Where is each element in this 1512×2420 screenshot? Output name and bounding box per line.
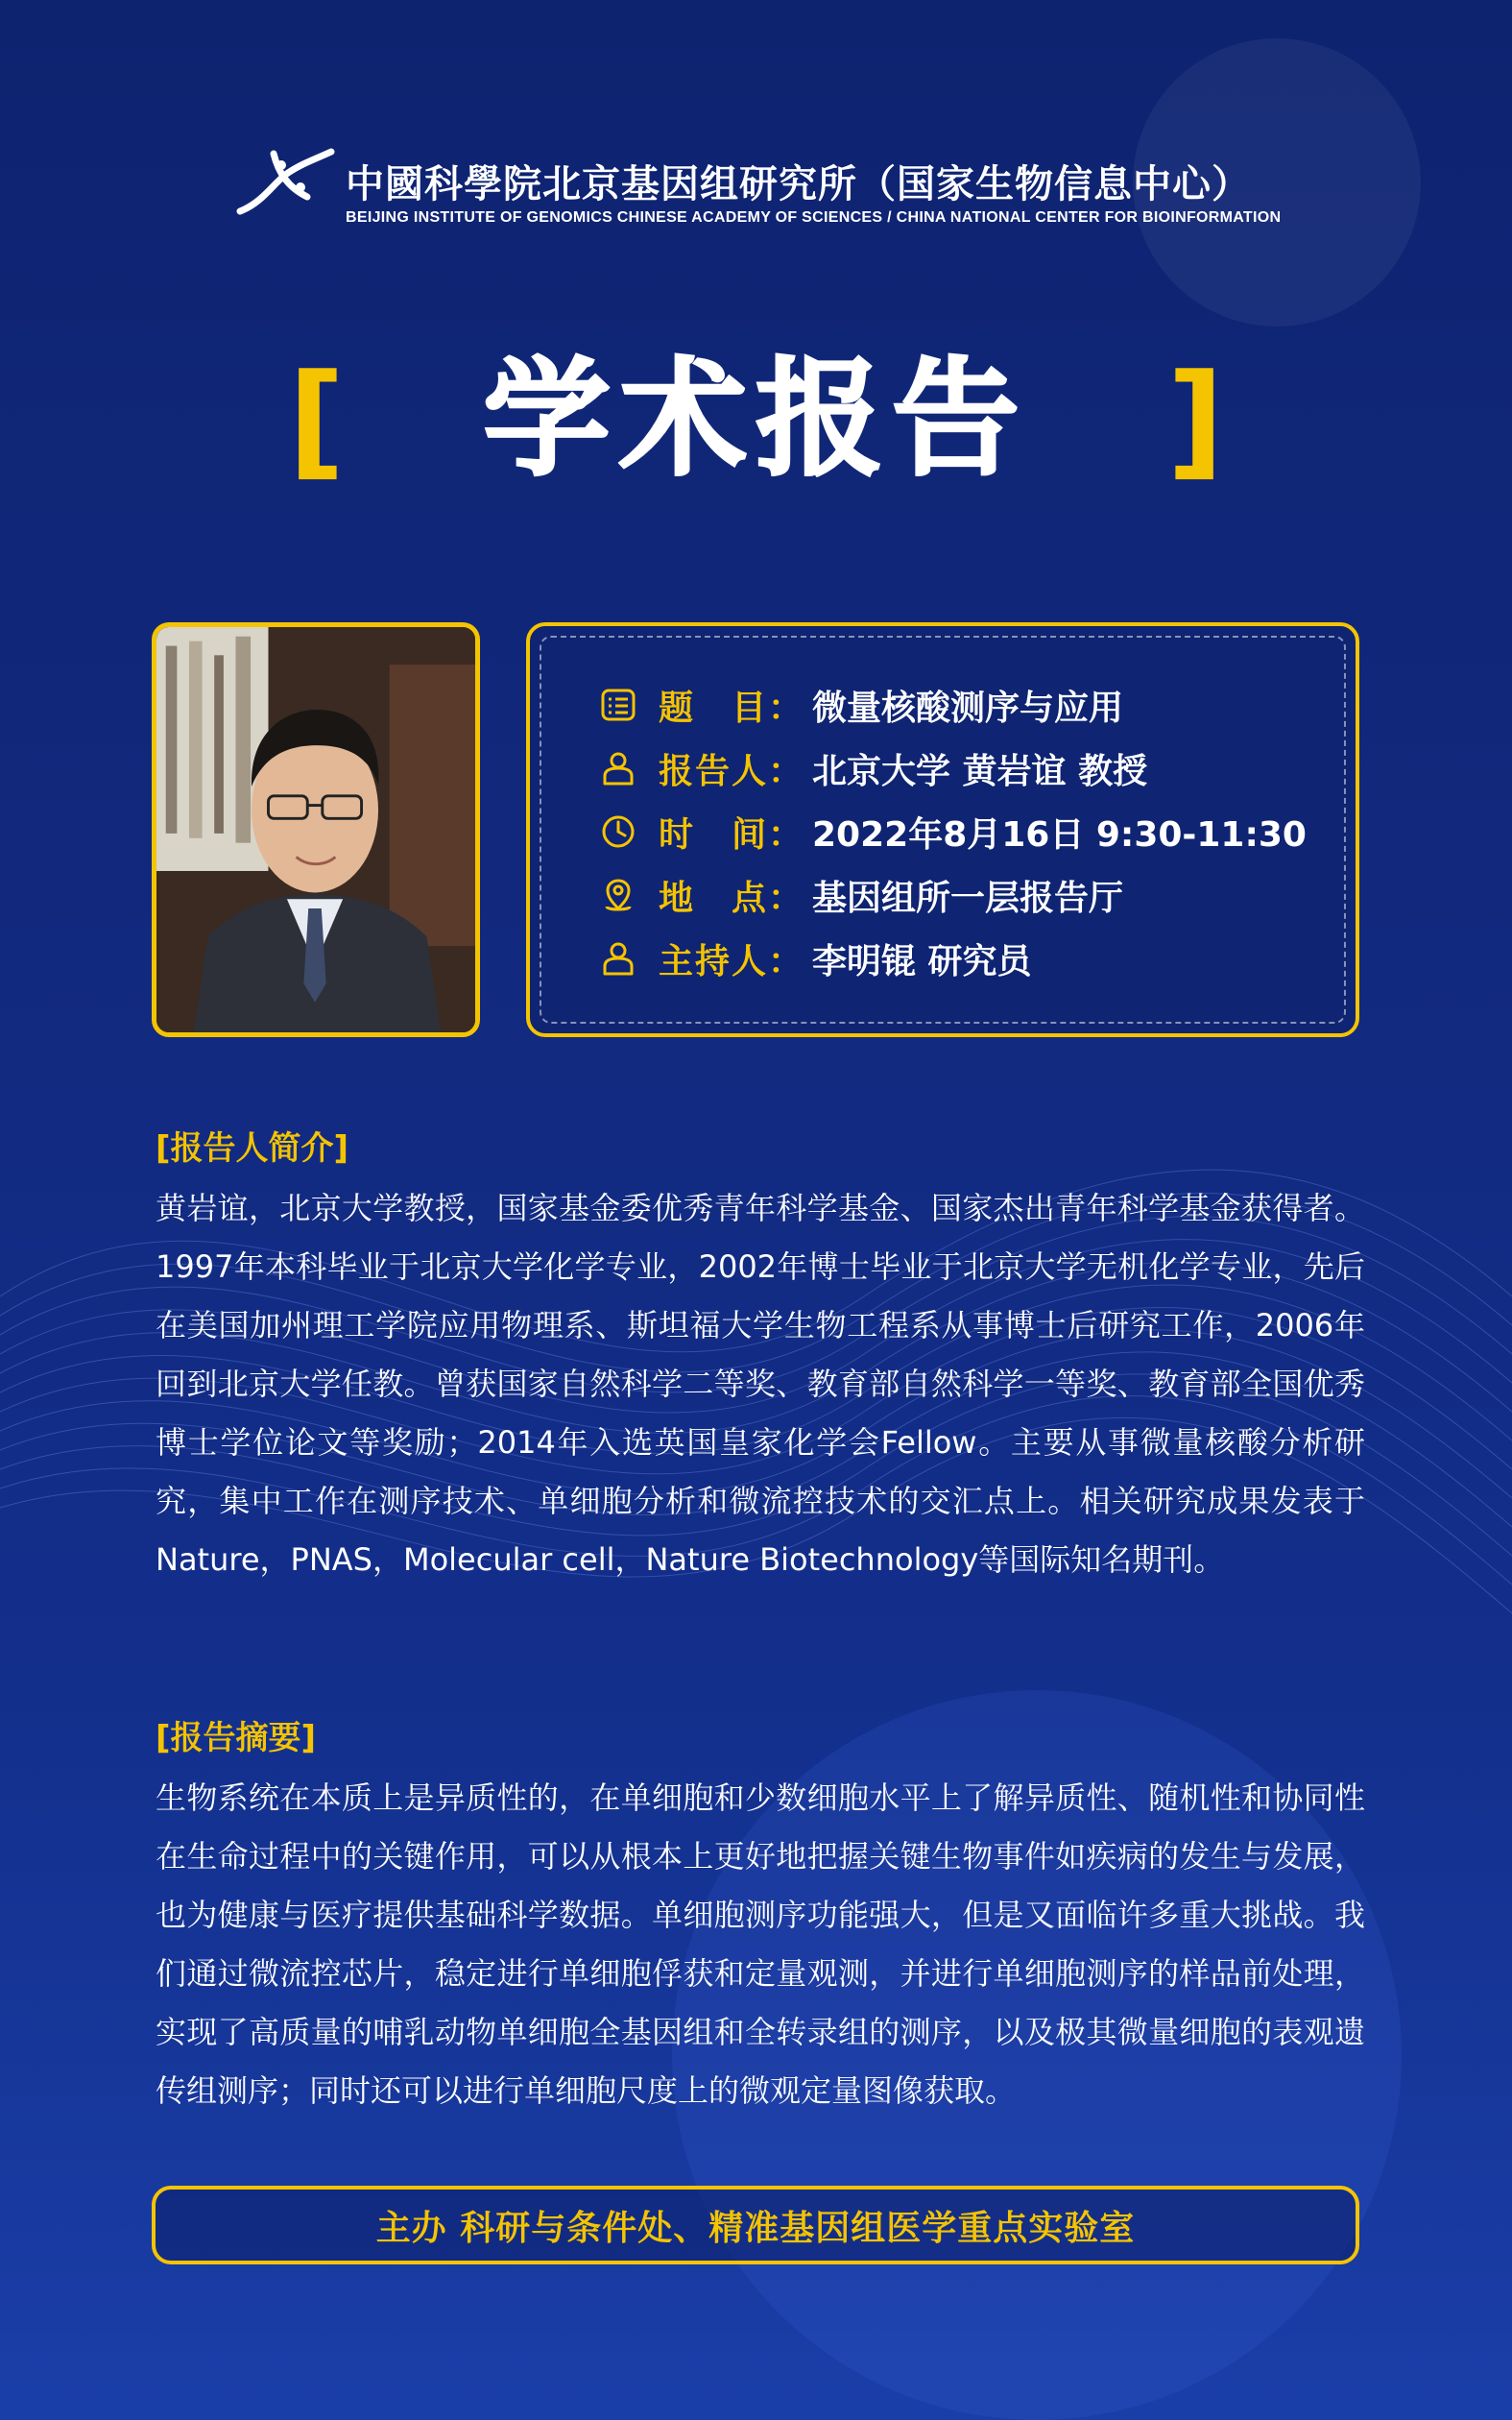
topic-label: 题 目： (659, 688, 805, 728)
person-icon (599, 939, 637, 978)
person-icon (599, 749, 637, 787)
institute-header (235, 144, 1291, 240)
abstract-paragraph: 生物系统在本质上是异质性的，在单细胞和少数细胞水平上了解异质性、随机性和协同性在生命过程中的关键作用，可以从根本上更好地把握关键生物事件如疾病的发生与发展，也为健康与医疗提供基础科学数据。单细胞测序功能强大，但是又面临许多重大挑战。我们通过微流控芯片，稳定进行单细胞俘获和定量观测，并进行单细胞测序的样品前处理，实现了高质量的哺乳动物单细胞全基因组和全转录组的测序，以及极其微量细胞的表观遗传组测序；同时还可以进行单细胞尺度上的微观定量图像获取。 (156, 1779, 1365, 2109)
title-right-bracket: ] (1166, 347, 1224, 493)
location-label: 地 点： (659, 878, 805, 918)
speaker-photo (152, 622, 480, 1037)
host-label: 主持人： (659, 941, 805, 981)
topic-value: 微量核酸测序与应用 (812, 688, 1124, 728)
title-text: 学术报告 (483, 346, 1029, 494)
location-value: 基因组所一层报告厅 (812, 878, 1124, 918)
info-row-location (599, 869, 1123, 921)
institute-logo-icon (235, 144, 336, 221)
info-row-host (599, 932, 1032, 984)
document-list-icon (599, 686, 637, 724)
speaker-label: 报告人： (659, 751, 805, 791)
speaker-portrait-image (156, 627, 475, 1032)
institute-name: 中國科學院北京基因组研究所（国家生物信息中心） (346, 162, 1251, 206)
institute-english-name: BEIJING INSTITUTE OF GENOMICS CHINESE ACADEMY OF SCIENCES / CHINA NATIONAL CENTER FOR BIOINFORMATION (346, 209, 1282, 226)
clock-icon (599, 812, 637, 851)
location-pin-icon (599, 876, 637, 914)
organizer-text: 主办 科研与条件处、精准基因组医学重点实验室 (375, 2208, 1136, 2248)
info-row-topic (599, 679, 1123, 731)
organizer-banner (152, 2186, 1359, 2264)
info-row-time (599, 806, 1307, 858)
host-value: 李明锟 研究员 (812, 941, 1032, 981)
time-value: 2022年8月16日 9:30-11:30 (812, 814, 1307, 855)
event-info-panel (526, 622, 1359, 1037)
event-title (288, 336, 1224, 509)
title-left-bracket: [ (288, 347, 346, 493)
abstract-section-title: [报告摘要] (156, 1719, 317, 1757)
speaker-value: 北京大学 黄岩谊 教授 (812, 751, 1148, 791)
info-row-speaker (599, 742, 1147, 794)
bio-paragraph: 黄岩谊，北京大学教授，国家基金委优秀青年科学基金、国家杰出青年科学基金获得者。1997年本科毕业于北京大学化学专业，2002年博士毕业于北京大学无机化学专业，先后在美国加州理工学院应用物理系、斯坦福大学生物工程系从事博士后研究工作，2006年回到北京大学任教。曾获国家自然科学二等奖、教育部自然科学一等奖、教育部全国优秀博士学位论文等奖励；2014年入选英国皇家化学会Fellow。主要从事微量核酸分析研究，集中工作在测序技术、单细胞分析和微流控技术的交汇点上。相关研究成果发表于Nature，PNAS，Molecular cell，Nature Biotechnology等国际知名期刊。 (156, 1190, 1365, 1578)
time-label: 时 间： (659, 814, 805, 855)
bio-section-title: [报告人简介] (156, 1129, 349, 1168)
